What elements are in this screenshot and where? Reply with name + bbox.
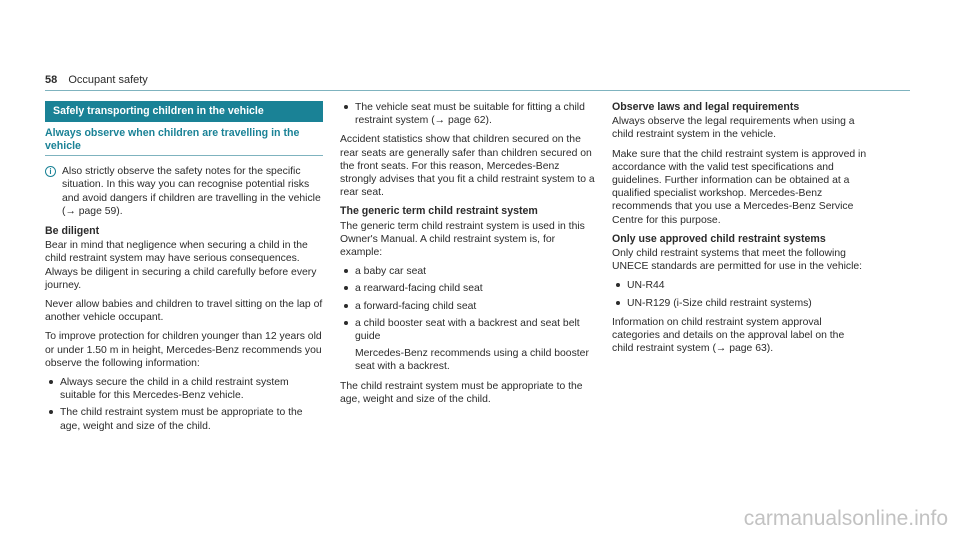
bullet-list [45,376,323,433]
heading-generic-term: The generic term child restraint system [340,205,538,218]
watermark: carmanualsonline.info [743,506,948,530]
paragraph: The child restraint system must be appropriate to the age, weight and size of the child. [340,380,583,405]
page-number: 58 [45,74,58,86]
info-note [45,165,323,218]
column-left [45,101,323,439]
heading-laws: Observe laws and legal requirements [612,101,800,113]
list-item: UN-R44 [612,279,867,292]
section-title: Occupant safety [68,74,148,86]
paragraph: Always observe the legal requirements when using a child restraint system in the vehicle. [612,116,855,141]
bullet-list [340,265,595,373]
paragraph: Accident statistics show that children secured on the rear seats are generally safer than children secured on the front seats. For this reason, Mercedes-Benz strongly advises that you fit a child restraint system to a rear seat. [340,134,595,199]
list-item-subtext: Mercedes-Benz recommends using a child booster seat with a backrest. [355,348,589,373]
list-item: a forward-facing child seat [340,300,595,313]
paragraph: Bear in mind that negligence when securing a child in the child restraint system may have serious consequences. Always be diligent in securing a child carefully before every journey. [45,240,317,291]
heading-be-diligent: Be diligent [45,225,100,238]
paragraph: Information on child restraint system approval categories and details on the approval label on the child restraint system (→ page 63). [612,316,845,355]
paragraph: Make sure that the child restraint system is approved in accordance with the valid test specifications and guidelines. Further information can be obtained at a qualified specialist workshop. Mercedes-Benz recommends that you use a Mercedes-Benz Service Centre for this purpose. [612,148,867,226]
bullet-list [612,279,867,309]
list-item [340,317,595,374]
header-rule [45,90,910,91]
bullet-list [340,101,595,127]
section-subtitle: Always observe when children are travelling in the vehicle [45,127,323,156]
list-item: The vehicle seat must be suitable for fitting a child restraint system (→ page 62). [340,101,595,127]
list-item: a rearward-facing child seat [340,282,595,295]
info-icon: i [45,166,56,177]
paragraph: Only child restraint systems that meet the following UNECE standards are permitted for use in the vehicle: [612,248,863,273]
list-item-text: a child booster seat with a backrest and seat belt guide [355,317,580,343]
column-middle [340,101,595,412]
section-bar-title: Safely transporting children in the vehicle [45,101,323,122]
paragraph: To improve protection for children younger than 12 years old or under 1.50 m in height, Mercedes-Benz recommends you observe the following information: [45,331,322,369]
list-item: Always secure the child in a child restraint system suitable for this Mercedes-Benz vehicle. [45,376,323,402]
page-header [45,74,148,87]
list-item: The child restraint system must be appropriate to the age, weight and size of the child. [45,406,323,432]
paragraph: The generic term child restraint system is used in this Owner's Manual. A child restraint system is, for example: [340,220,585,259]
heading-approved-systems: Only use approved child restraint systems [612,232,826,245]
list-item: UN-R129 (i-Size child restraint systems) [612,297,867,310]
info-note-text: Also strictly observe the safety notes for the specific situation. In this way you can recognise potential risks and avoid dangers if children are travelling in the vehicle (→ page 59). [62,166,321,217]
list-item: a baby car seat [340,265,595,278]
paragraph: Never allow babies and children to travel sitting on the lap of another vehicle occupant. [45,299,323,324]
column-right [612,101,867,361]
